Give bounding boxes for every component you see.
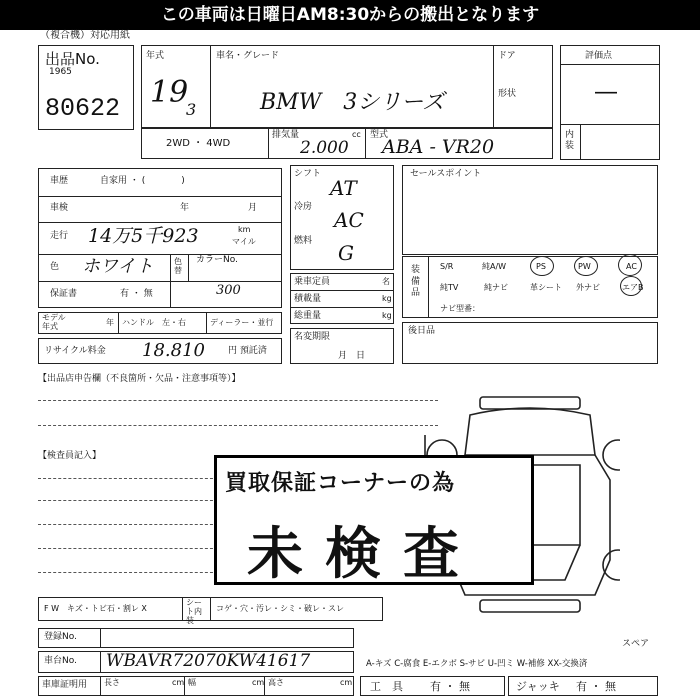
warranty-value: 有 ・ 無 [120,289,153,299]
inspector-label: 【検査員記入】 [38,451,102,461]
later-items-label: 後日品 [408,326,436,336]
model-year-label: モデル年式 [42,313,66,331]
gross-label: 総重量 [294,311,322,321]
year-value: 19 [150,75,189,110]
defects-left: F W キズ・トビ石・割レ X [44,604,147,613]
fuel-value: G [338,241,354,265]
declaration-label: 【出品店申告欄（不良箇所・欠品・注意事項等）】 [38,374,241,384]
history-value: 自家用 ・ ( ) [100,176,185,186]
dealer-label: ディーラー・並行 [210,318,274,327]
equip-aw: 純A/W [482,262,507,271]
equip-ext-navi: 外ナビ [576,283,600,292]
length-label: 長さ [104,678,120,687]
deadline-label: 名変期限 [294,332,331,342]
eval-label: 評価点 [585,51,613,61]
month-value: 3 [186,100,197,119]
year-label: 年式 [146,51,165,61]
warranty-label: 保証書 [50,289,78,299]
color-no-value: 300 [216,283,241,298]
eval-value: ― [595,80,617,105]
height-unit: cm [340,678,353,687]
width-unit: cm [252,678,265,687]
equipment-label: 装備品 [411,265,421,299]
stamp-line1: 買取保証コーナーの為 [225,471,456,496]
color-no-label: カラーNo. [196,255,238,265]
equip-ac: AC [626,262,637,271]
displacement-unit: cc [352,130,361,139]
equip-leather: 革シート [530,283,562,292]
height-label: 高さ [268,678,284,687]
color-value: ホワイト [82,256,154,277]
capacity-unit: 名 [382,277,390,286]
spare-label: スペア [622,639,650,649]
jack-label: ジャッキ [516,680,560,693]
equip-navi: 純ナビ [484,283,508,292]
exhibit-label: 出品No. [45,50,100,68]
chassis-label: 車台No. [44,656,77,666]
displacement-value: 2.000 [300,138,349,158]
load-unit: kg [382,294,392,303]
jack-value: 有 ・ 無 [576,680,616,693]
rear-bumper-shape [480,600,580,612]
equip-airbag: エアB [622,283,644,292]
vehicle-header-box [141,45,553,128]
recycle-unit: 円 預託済 [228,346,267,356]
length-unit: cm [172,678,185,687]
inspection-year: 年 [180,203,190,213]
equip-tv: 純TV [440,283,459,292]
exhibit-sub: 1965 [49,67,72,77]
inspection-month: 月 [248,203,258,213]
interior-label: 内装 [565,130,575,151]
color-change-label: 色替 [174,257,182,275]
chassis-value: WBAVR72070KW41617 [106,651,311,671]
later-items-box [402,322,658,364]
equip-airbag-circle [620,276,642,296]
ac-label: 冷房 [294,202,313,212]
tools-label: 工 具 [370,680,403,693]
mileage-km: km [238,225,251,234]
deadline-unit: 月 日 [338,351,366,361]
width-label: 幅 [188,678,196,687]
model-year-unit: 年 [106,318,114,327]
history-label: 車歴 [50,176,69,186]
defects-right: コゲ・穴・汚レ・シミ・破レ・スレ [216,604,344,613]
capacity-label: 乗車定員 [294,277,331,287]
navi-model-label: ナビ型番： [440,304,480,313]
damage-legend: A-キズ C-腐食 E-エクボ S-サビ U-凹ミ W-補修 XX-交換済 [366,659,588,669]
gross-unit: kg [382,311,392,320]
pickup-notice-banner: この車両は日曜日AM8:30からの搬出となります [0,0,700,30]
model-label: 型式 [370,130,389,140]
seat-label: シート内装 [186,598,202,625]
recycle-label: リサイクル料金 [44,346,106,356]
model-value: ABA - VR20 [382,136,495,158]
equip-sr: S/R [440,262,454,271]
sales-point-label: セールスポイント [410,169,482,179]
tools-value: 有 ・ 無 [430,680,470,693]
equip-pw: PW [578,262,591,271]
car-name-value: BMW 3シリーズ [260,90,445,115]
color-label: 色 [50,262,60,272]
equip-pw-circle [574,256,598,276]
mileage-label: 走行 [50,231,69,241]
name-grade-label: 車名・グレード [216,51,280,61]
shift-label: シフト [294,169,322,179]
equip-ps-circle [530,256,554,276]
handle-label: ハンドル 左・右 [122,318,186,327]
load-label: 積載量 [294,294,322,304]
garage-cert-label: 車庫証明用 [42,680,88,690]
stamp-line2: 未検査 [247,522,481,587]
mileage-mile: マイル [232,237,256,246]
inspection-label: 車検 [50,203,69,213]
registration-row [38,628,354,648]
mileage-value: 14万5千923 [88,225,199,247]
displacement-label: 排気量 [272,130,300,140]
equip-ac-circle [618,254,642,276]
not-inspected-stamp [214,455,534,585]
shift-value: AT [330,176,357,200]
registration-label: 登録No. [44,632,77,642]
recycle-value: 18.810 [142,340,205,361]
fuel-label: 燃料 [294,236,313,246]
exhibit-number-box [38,45,134,130]
door-label: ドア [498,51,516,61]
exhibit-number: 80622 [45,94,121,123]
form-type-label: （複合機）対応用紙 [40,30,130,41]
shape-label: 形状 [498,89,517,99]
drive-label: 2WD ・ 4WD [166,138,231,149]
ac-value: AC [334,208,364,232]
equip-ps: PS [536,262,546,271]
